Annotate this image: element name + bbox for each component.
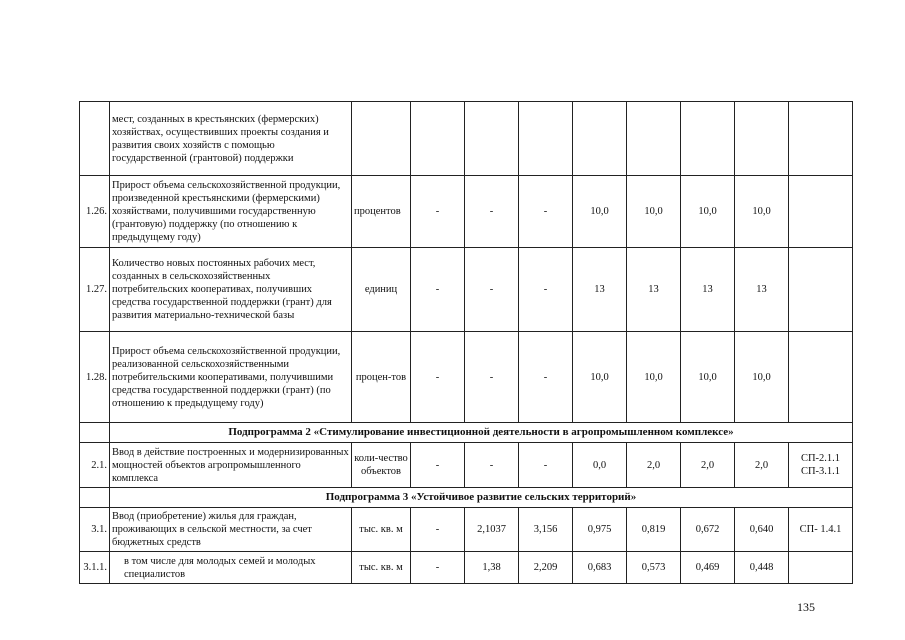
value-cell: 2,1037 — [465, 508, 519, 552]
table-row — [80, 248, 853, 332]
value-cell — [573, 102, 627, 176]
value-cell: - — [465, 332, 519, 423]
indicator-text: Ввод в действие построенных и модернизированных мощностей объектов агропромышленного комплекса — [110, 443, 352, 488]
indicator-text: Прирост объема сельскохозяйственной продукции, реализованной сельскохозяйственными потребительскими кооперативами, получившими средства государственной поддержки (грант) (по отношению к предыдущему году) — [110, 332, 352, 423]
row-number: 1.27. — [80, 248, 110, 332]
value-cell: 10,0 — [573, 176, 627, 248]
value-cell: 10,0 — [573, 332, 627, 423]
value-cell — [411, 102, 465, 176]
value-cell — [519, 102, 573, 176]
value-cell: 0,975 — [573, 508, 627, 552]
value-cell — [465, 102, 519, 176]
value-cell: 2,0 — [735, 443, 789, 488]
row-number: 3.1. — [80, 508, 110, 552]
value-cell: 1,38 — [465, 552, 519, 584]
value-cell: 0,672 — [681, 508, 735, 552]
table-row — [80, 443, 853, 488]
code-cell: СП-2.1.1 СП-3.1.1 — [789, 443, 853, 488]
table-row — [80, 332, 853, 423]
page-number: 135 — [797, 600, 815, 614]
unit-cell: процен-тов — [352, 332, 411, 423]
indicators-table — [79, 101, 853, 584]
value-cell: 10,0 — [627, 332, 681, 423]
indicator-text: Прирост объема сельскохозяйственной продукции, произведенной крестьянскими (фермерскими) хозяйствами, получившими государственную (грантовую) поддержку (по отношению к предыдущему году) — [110, 176, 352, 248]
value-cell — [681, 102, 735, 176]
value-cell: 0,0 — [573, 443, 627, 488]
table-row — [80, 176, 853, 248]
unit-cell: коли-чество объектов — [352, 443, 411, 488]
value-cell: - — [465, 176, 519, 248]
value-cell: - — [519, 332, 573, 423]
indicator-text: Ввод (приобретение) жилья для граждан, проживающих в сельской местности, за счет бюджетных средств — [110, 508, 352, 552]
unit-cell: процентов — [352, 176, 411, 248]
unit-cell — [352, 102, 411, 176]
code-cell — [789, 552, 853, 584]
value-cell: - — [411, 332, 465, 423]
value-cell: - — [465, 248, 519, 332]
value-cell: - — [519, 248, 573, 332]
value-cell: 3,156 — [519, 508, 573, 552]
code-cell: СП- 1.4.1 — [789, 508, 853, 552]
section-row — [80, 488, 853, 508]
table-row — [80, 508, 853, 552]
indicator-text: в том числе для молодых семей и молодых специалистов — [110, 552, 352, 584]
code-cell — [789, 102, 853, 176]
section-title: Подпрограмма 3 «Устойчивое развитие сельских территорий» — [110, 488, 853, 508]
value-cell: 2,0 — [627, 443, 681, 488]
row-number: 3.1.1. — [80, 552, 110, 584]
row-number: 1.26. — [80, 176, 110, 248]
section-row — [80, 423, 853, 443]
unit-cell: тыс. кв. м — [352, 552, 411, 584]
row-number: 2.1. — [80, 443, 110, 488]
value-cell — [735, 102, 789, 176]
value-cell: 10,0 — [735, 176, 789, 248]
row-number — [80, 102, 110, 176]
value-cell: 10,0 — [735, 332, 789, 423]
unit-cell: единиц — [352, 248, 411, 332]
code-cell — [789, 248, 853, 332]
table-row — [80, 102, 853, 176]
value-cell: 2,209 — [519, 552, 573, 584]
unit-cell: тыс. кв. м — [352, 508, 411, 552]
indicator-text: Количество новых постоянных рабочих мест, созданных в сельскохозяйственных потребительских кооперативах, получивших средства государственной поддержки (грант) для развития материально-технической базы — [110, 248, 352, 332]
section-title: Подпрограмма 2 «Стимулирование инвестиционной деятельности в агропромышленном комплексе» — [110, 423, 853, 443]
value-cell: - — [411, 176, 465, 248]
value-cell: 10,0 — [627, 176, 681, 248]
value-cell: - — [465, 443, 519, 488]
value-cell — [627, 102, 681, 176]
value-cell: 0,819 — [627, 508, 681, 552]
value-cell: 10,0 — [681, 176, 735, 248]
value-cell: 13 — [735, 248, 789, 332]
value-cell: 13 — [627, 248, 681, 332]
value-cell: 0,640 — [735, 508, 789, 552]
value-cell: 0,683 — [573, 552, 627, 584]
value-cell: - — [519, 443, 573, 488]
value-cell: 10,0 — [681, 332, 735, 423]
value-cell: 2,0 — [681, 443, 735, 488]
table-row — [80, 552, 853, 584]
value-cell: - — [411, 552, 465, 584]
value-cell: - — [411, 443, 465, 488]
value-cell: 0,469 — [681, 552, 735, 584]
value-cell: - — [411, 248, 465, 332]
value-cell: - — [411, 508, 465, 552]
value-cell: 13 — [681, 248, 735, 332]
row-number: 1.28. — [80, 332, 110, 423]
value-cell: 0,448 — [735, 552, 789, 584]
code-cell — [789, 332, 853, 423]
code-cell — [789, 176, 853, 248]
indicator-text: мест, созданных в крестьянских (фермерских) хозяйствах, осуществивших проекты создания и развития своих хозяйств с помощью государственной (грантовой) поддержки — [110, 102, 352, 176]
value-cell: 13 — [573, 248, 627, 332]
value-cell: - — [519, 176, 573, 248]
value-cell: 0,573 — [627, 552, 681, 584]
